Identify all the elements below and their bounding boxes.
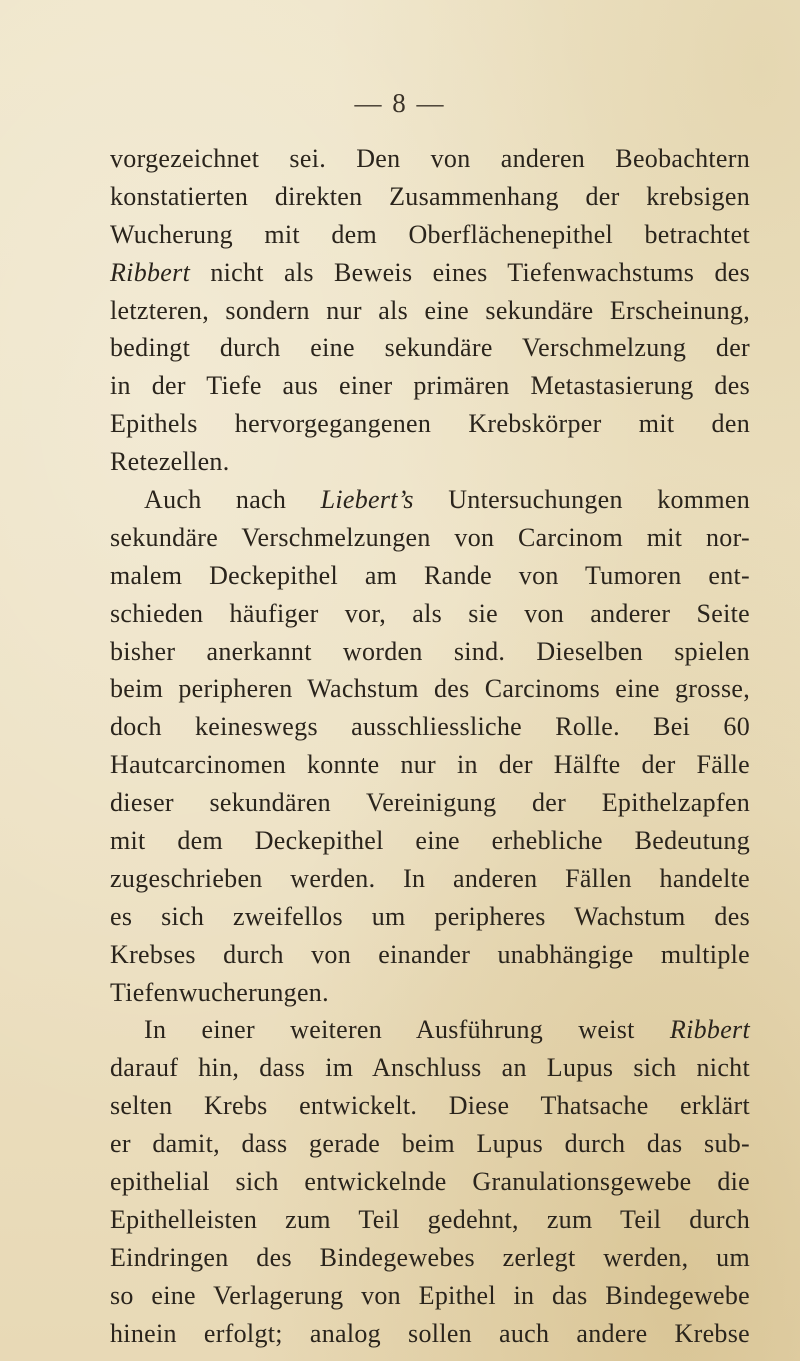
text-line: doch keineswegs ausschliessliche Rolle. Bei 60 bbox=[110, 712, 750, 742]
text-line: malem Deckepithel am Rande von Tumoren ent- bbox=[110, 560, 750, 590]
author-name: Ribbert bbox=[110, 257, 191, 287]
text-run: Auch nach bbox=[144, 485, 321, 515]
text-line: konstatierten direkten Zusammenhang der krebsigen bbox=[110, 181, 750, 211]
text-line: es sich zweifellos um peripheres Wachstum des bbox=[110, 901, 750, 931]
text-line: Hautcarcinomen konnte nur in der Hälfte der Fälle bbox=[110, 750, 750, 780]
text-line: in der Tiefe aus einer primären Metastasierung des bbox=[110, 371, 750, 401]
text-line: letzteren, sondern nur als eine sekundäre Erscheinung, bbox=[110, 295, 750, 325]
text-line: Epithelleisten zum Teil gedehnt, zum Teil durch bbox=[110, 1204, 750, 1234]
text-line: Retezellen. bbox=[110, 447, 230, 477]
text-line: Krebses durch von einander unabhängige multiple bbox=[110, 939, 750, 969]
text-line bbox=[110, 1011, 750, 1049]
text-line: mit dem Deckepithel eine erhebliche Bedeutung bbox=[110, 826, 750, 856]
text-line: bisher anerkannt worden sind. Dieselben spielen bbox=[110, 636, 750, 666]
text-line: so eine Verlagerung von Epithel in das Bindegewebe bbox=[110, 1280, 750, 1310]
author-name: Liebert’s bbox=[320, 485, 414, 515]
text-line bbox=[110, 481, 750, 519]
text-line bbox=[110, 254, 750, 292]
text-line: dieser sekundären Vereinigung der Epithelzapfen bbox=[110, 788, 750, 818]
text-line: Wucherung mit dem Oberflächenepithel betrachtet bbox=[110, 219, 750, 249]
text-line: epithelial sich entwickelnde Granulationsgewebe die bbox=[110, 1167, 750, 1197]
text-line: selten Krebs entwickelt. Diese Thatsache erklärt bbox=[110, 1091, 750, 1121]
author-name: Ribbert bbox=[669, 1015, 750, 1045]
text-line: schieden häufiger vor, als sie von anderer Seite bbox=[110, 598, 750, 628]
text-run: In einer weiteren Ausführung weist bbox=[144, 1015, 670, 1045]
text-line: beim peripheren Wachstum des Carcinoms eine grosse, bbox=[110, 674, 750, 704]
text-line: vorgezeichnet sei. Den von anderen Beobachtern bbox=[110, 144, 750, 173]
text-line: bedingt durch eine sekundäre Verschmelzung der bbox=[110, 333, 750, 363]
page-number: — 8 — bbox=[354, 88, 446, 118]
text-run: Untersuchungen kommen bbox=[413, 485, 750, 515]
body-text bbox=[110, 140, 750, 1353]
text-line: darauf hin, dass im Anschluss an Lupus sich nicht bbox=[110, 1053, 750, 1083]
text-line: zugeschrieben werden. In anderen Fällen handelte bbox=[110, 863, 750, 893]
text-line: Eindringen des Bindegewebes zerlegt werden, um bbox=[110, 1242, 750, 1272]
text-line: er damit, dass gerade beim Lupus durch das sub- bbox=[110, 1129, 750, 1159]
text-line: Tiefenwucherungen. bbox=[110, 977, 329, 1007]
text-line: sekundäre Verschmelzungen von Carcinom mit nor- bbox=[110, 522, 750, 552]
text-line: hinein erfolgt; analog sollen auch andere Krebse bbox=[110, 1318, 750, 1348]
text-line: Epithels hervorgegangenen Krebskörper mit den bbox=[110, 409, 750, 439]
text-run: nicht als Beweis eines Tiefenwachstums des bbox=[190, 257, 750, 287]
